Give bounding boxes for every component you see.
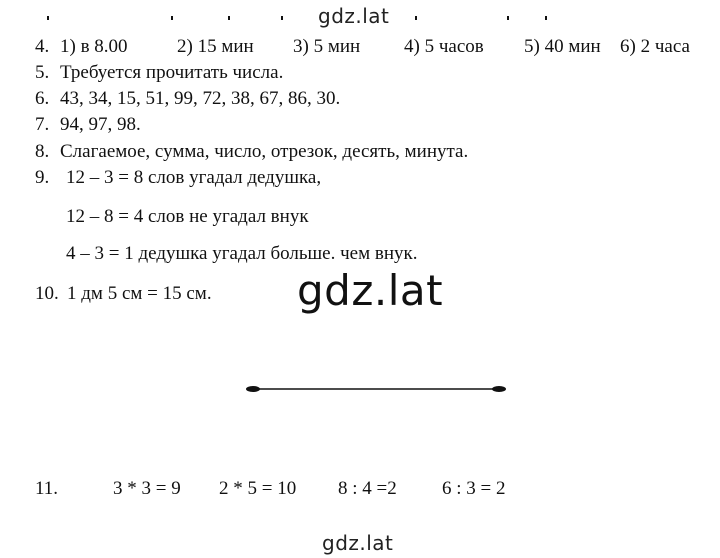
item-number: 9. [35, 167, 50, 188]
item-number: 4. [35, 36, 50, 57]
watermark-top: gdz.lat [318, 4, 390, 28]
answer-part: 5) 40 мин [524, 36, 601, 57]
solution-line: 4 – 3 = 1 дедушка угадал больше. чем внук. [66, 243, 418, 264]
item-number: 7. [35, 114, 50, 135]
solution-line: 12 – 8 = 4 слов не угадал внук [66, 206, 309, 227]
cropped-previous-line [35, 16, 595, 20]
answer-text: Слагаемое, сумма, число, отрезок, десять, минута. [60, 141, 469, 162]
answer-text: 1 дм 5 см = 15 см. [67, 283, 212, 304]
answer-part: 4) 5 часов [404, 36, 484, 57]
answer-text: Требуется прочитать числа. [60, 62, 284, 83]
watermark-center: gdz.lat [297, 266, 444, 315]
item-number: 6. [35, 88, 50, 109]
line-segment-drawing [246, 384, 506, 394]
answer-text: 94, 97, 98. [60, 114, 141, 135]
expression: 8 : 4 =2 [338, 478, 397, 499]
answer-text: 43, 34, 15, 51, 99, 72, 38, 67, 86, 30. [60, 88, 341, 109]
item-number: 8. [35, 141, 50, 162]
segment-endpoint-left [246, 386, 260, 392]
solution-line: 12 – 3 = 8 слов угадал дедушка, [66, 167, 322, 188]
item-number: 10. [35, 283, 59, 304]
expression: 2 * 5 = 10 [219, 478, 297, 499]
answer-part: 1) в 8.00 [60, 36, 128, 57]
answer-part: 2) 15 мин [177, 36, 254, 57]
item-number: 5. [35, 62, 50, 83]
expression: 6 : 3 = 2 [442, 478, 506, 499]
answer-part: 3) 5 мин [293, 36, 361, 57]
answer-part: 6) 2 часа [620, 36, 690, 57]
segment-endpoint-right [492, 386, 506, 392]
expression: 3 * 3 = 9 [113, 478, 181, 499]
item-number: 11. [35, 478, 59, 499]
watermark-bottom: gdz.lat [322, 531, 394, 555]
